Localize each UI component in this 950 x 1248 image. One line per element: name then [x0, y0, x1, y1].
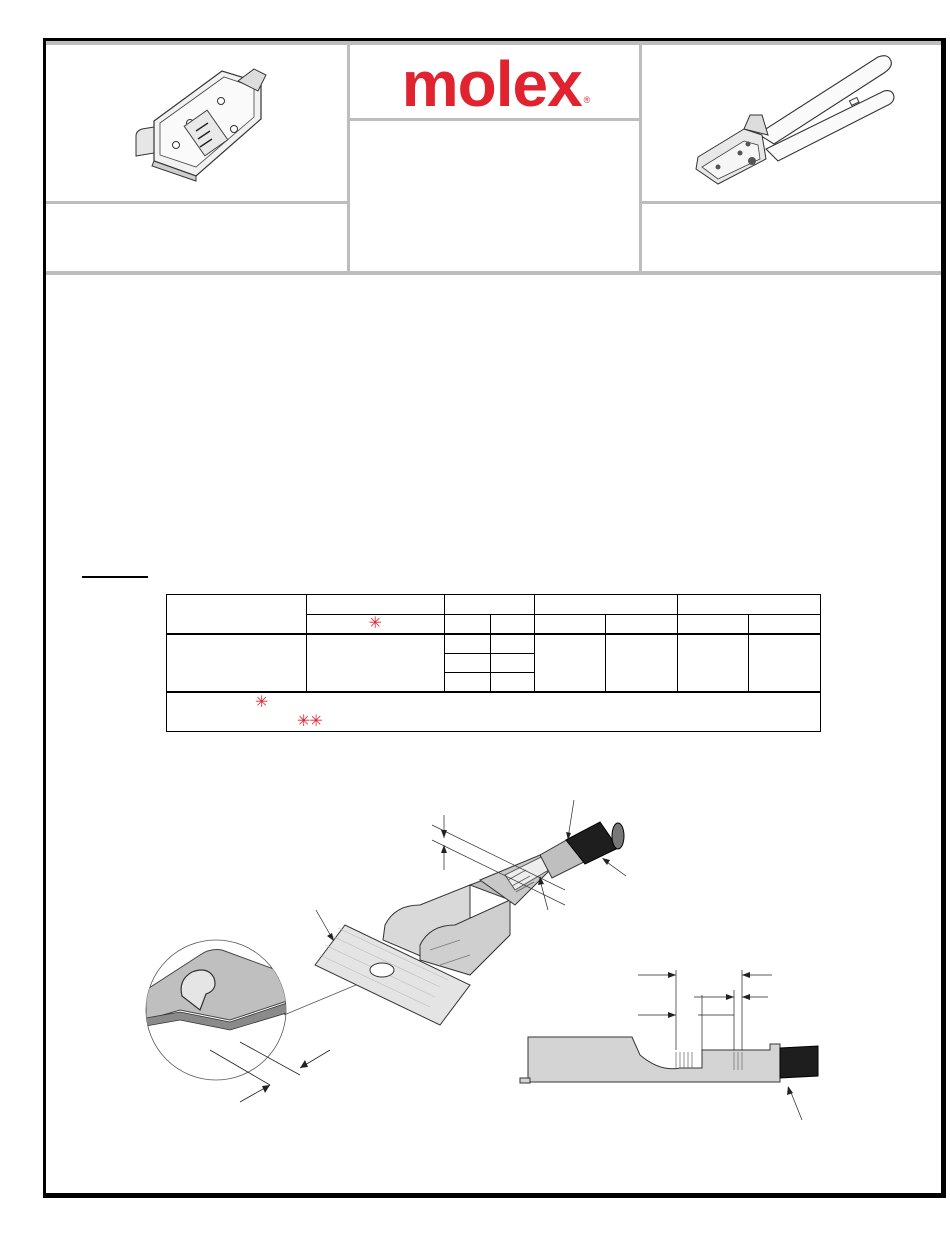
- registered-mark: ®: [583, 95, 590, 105]
- note-double-asterisk-marker: ✳✳: [297, 712, 322, 730]
- logo-wordmark: molex: [401, 48, 582, 120]
- terminal-isometric-view: [315, 800, 626, 1025]
- terminal-side-view: [520, 970, 818, 1120]
- asterisk-marker: ✳: [368, 614, 382, 632]
- note-asterisk-marker: ✳: [255, 693, 269, 711]
